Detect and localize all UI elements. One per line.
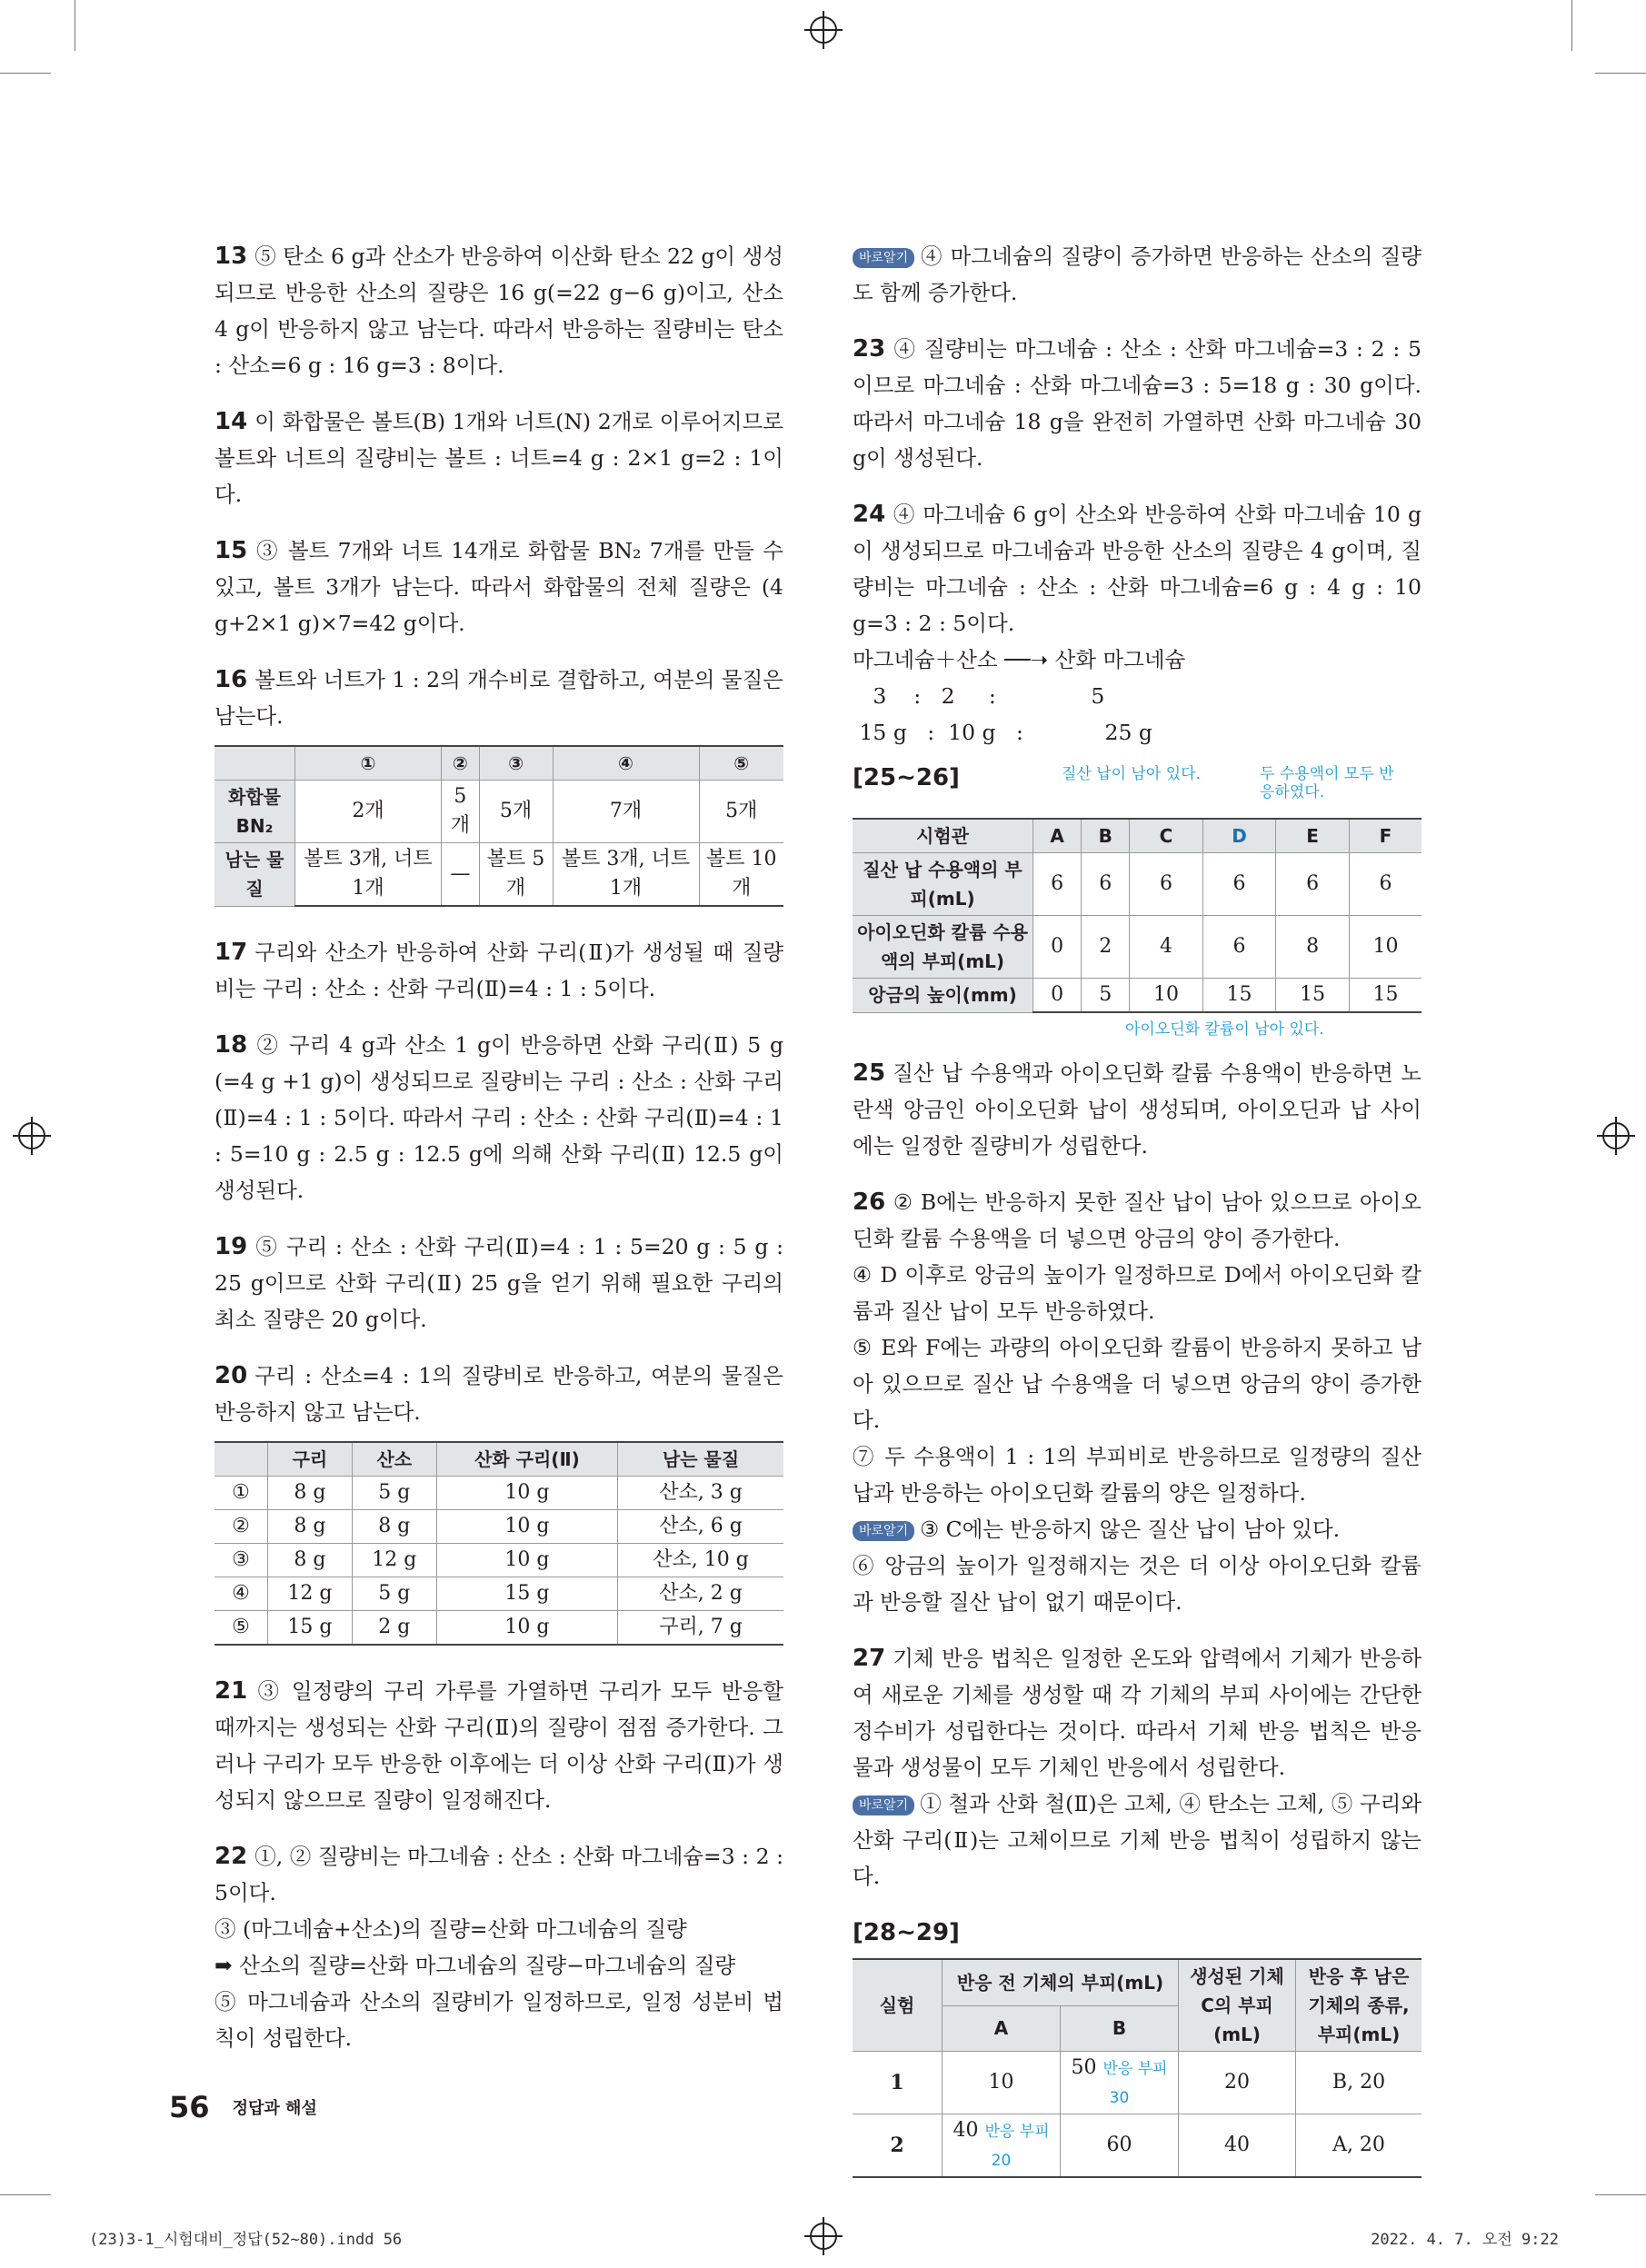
- crop-mark: [1595, 2194, 1646, 2195]
- table-row: ① 8 g 5 g 10 g 산소, 3 g: [214, 1477, 783, 1510]
- section-25-26: [853, 760, 1422, 1039]
- annotation-lead-remains: 질산 납이 남아 있다.: [1062, 765, 1201, 783]
- crop-mark: [0, 73, 51, 74]
- answer-19: 19 ⑤ 구리 : 산소 : 산화 구리(Ⅱ)=4 : 1 : 5=20 g : 5 g : 25 g이므로 산화 구리(Ⅱ) 25 g을 얻기 위해 필요한 구리의 최소 질량은 20 g이다.: [214, 1233, 783, 1332]
- section-heading: [25~26]: [853, 764, 960, 791]
- answer-23: 23 ④ 질량비는 마그네슘 : 산소 : 산화 마그네슘=3 : 2 : 5이므로 마그네슘 : 산화 마그네슘=3 : 5=18 g : 30 g이다. 따라서 마그네슘 18 g을 완전히 가열하면 산화 마그네슘 30 g이 생성된다.: [853, 335, 1422, 471]
- slug-date: 2022. 4. 7. 오전 9:22: [1371, 2231, 1559, 2249]
- answer-18: 18 ② 구리 4 g과 산소 1 g이 반응하면 산화 구리(Ⅱ) 5 g (=4 g +1 g)이 생성되므로 질량비는 구리 : 산소 : 산화 구리(Ⅱ)=4 : 1 : 5이다. 따라서 구리 : 산소 : 산화 구리(Ⅱ)=4 : 1 : 5=10 g : 2.5 g : 12.5 g에 의해 산화 구리(Ⅱ) 12.5 g이 생성된다.: [214, 1031, 783, 1203]
- registration-mark-top: [810, 16, 837, 44]
- table-row: 앙금의 높이(mm) 0 5 10 15 15 15: [853, 979, 1422, 1013]
- answer-26: 26 ② B에는 반응하지 못한 질산 납이 남아 있으므로 아이오딘화 칼륨 수용액을 더 넣으면 앙금의 양이 증가한다. ④ D 이후로 앙금의 높이가 일정하므로 D에서 아이오딘화 칼륨과 질산 납이 모두 반응하였다. ⑤ E와 F에는 과량의 아이오딘화 칼륨이 반응하지 못하고 남아 있으므로 질산 납 수용액을 더 넣으면 앙금의 양이 증가한다. ⑦ 두 수용액이 1 : 1의 부피비로 반응하므로 일정량의 질산 납과 반응하는 아이오딘화 칼륨의 양은 일정하다. 바로알기 ③ C에는 반응하지 않은 질산 납이 남아 있다. ⑥ 앙금의 높이가 일정해지는 것은 더 이상 아이오딘화 칼륨과 반응할 질산 납이 없기 때문이다.: [853, 1189, 1422, 1615]
- reaction-volume-note: 반응 부피 20: [984, 2123, 1050, 2170]
- table-28-29: 실험 반응 전 기체의 부피(mL) 생성된 기체 C의 부피(mL) 반응 후 남은 기체의 종류, 부피(mL) A B 1 10 50 반응 부피 30 20 B, 20 2 40 반응 부피 20 60 40 A, 20: [853, 1958, 1422, 2178]
- slug-filename: (23)3-1_시험대비_정답(52~80).indd 56: [89, 2231, 403, 2249]
- answer-25: 25 질산 납 수용액과 아이오딘화 칼륨 수용액이 반응하면 노란색 앙금인 아이오딘화 납이 생성되며, 아이오딘과 납 사이에는 일정한 질량비가 성립한다.: [853, 1059, 1422, 1159]
- answer-27: 27 기체 반응 법칙은 일정한 온도와 압력에서 기체가 반응하여 새로운 기체를 생성할 때 각 기체의 부피 사이에는 간단한 정수비가 성립한다는 것이다. 따라서 기체 반응 법칙은 반응물과 생성물이 모두 기체인 반응에서 성립한다. 바로알기 ① 철과 산화 철(Ⅱ)은 고체, ④ 탄소는 고체, ⑤ 구리와 산화 구리(Ⅱ)는 고체이므로 기체 반응 법칙이 성립하지 않는다.: [853, 1645, 1422, 1889]
- registration-mark-bottom: [810, 2223, 837, 2250]
- correction-badge: 바로알기: [853, 248, 914, 268]
- answer-21: 21 ③ 일정량의 구리 가루를 가열하면 구리가 모두 반응할 때까지는 생성되는 산화 구리(Ⅱ)의 질량이 점점 증가한다. 그러나 구리가 모두 반응한 이후에는 더 이상 산화 구리(Ⅱ)가 생성되지 않으므로 질량이 일정해진다.: [214, 1677, 783, 1813]
- table-row: ② 8 g 8 g 10 g 산소, 6 g: [214, 1510, 783, 1544]
- answer-16: 16 볼트와 너트가 1 : 2의 개수비로 결합하고, 여분의 물질은 남는다.: [214, 666, 783, 729]
- annotation-ki-remains: 아이오딘화 칼륨이 남아 있다.: [1125, 1020, 1324, 1039]
- left-column: [214, 238, 783, 2076]
- answer-15: 15 ③ 볼트 7개와 너트 14개로 화합물 BN₂ 7개를 만들 수 있고, 볼트 3개가 남는다. 따라서 화합물의 전체 질량은 (4 g+2×1 g)×7=42 g이다.: [214, 537, 783, 636]
- answer-24: 24 ④ 마그네슘 6 g이 산소와 반응하여 산화 마그네슘 10 g이 생성되므로 마그네슘과 반응한 산소의 질량은 4 g이며, 질량비는 마그네슘 : 산소 : 산화 마그네슘=6 g : 4 g : 10 g=3 : 2 : 5이다. 마그네슘＋산소 ──➝ 산화 마그네슘 3 : 2 : 5 15 g : 10 g : 25 g: [853, 501, 1422, 745]
- correction-badge: 바로알기: [853, 1521, 914, 1541]
- table-16: ① ② ③ ④ ⑤ 화합물 BN₂ 2개 5개 5개 7개 5개 남는 물질 볼트 3개, 너트 1개 — 볼트 5개 볼트 3개, 너트 1개 볼트 10개: [214, 745, 783, 907]
- highlight-d: D: [1202, 819, 1276, 853]
- table-row: 2 40 반응 부피 20 60 40 A, 20: [853, 2114, 1422, 2178]
- right-column: [853, 238, 1422, 2178]
- table-20: 구리 산소 산화 구리(Ⅱ) 남는 물질 ① 8 g 5 g 10 g 산소, 3 g ② 8 g 8 g 10 g 산소, 6 g ③ 8 g 12 g 10 g 산소, 10 g ④ 12 g 5 g 15 g 산소, 2 g ⑤ 15 g 2 g 10 g 구리, 7 g: [214, 1441, 783, 1646]
- answer-20: 20 구리 : 산소=4 : 1의 질량비로 반응하고, 여분의 물질은 반응하지 않고 남는다.: [214, 1362, 783, 1425]
- table-25-26: 시험관 A B C D E F 질산 납 수용액의 부피(mL) 6 6 6 6 6 6 아이오딘화 칼륨 수용액의 부피(mL) 0 2 4 6 8 10 앙금의 높이(mm) 0 5 10 15 15 15: [853, 818, 1422, 1013]
- table-row: ④ 12 g 5 g 15 g 산소, 2 g: [214, 1577, 783, 1611]
- table-row: 1 10 50 반응 부피 30 20 B, 20: [853, 2052, 1422, 2114]
- crop-mark: [0, 2194, 51, 2195]
- crop-mark: [1595, 73, 1646, 74]
- page-number: 56: [169, 2090, 210, 2124]
- correction-22: 바로알기 ④ 마그네슘의 질량이 증가하면 반응하는 산소의 질량도 함께 증가한다.: [853, 244, 1422, 305]
- table-row: ③ 8 g 12 g 10 g 산소, 10 g: [214, 1544, 783, 1577]
- table-row: 아이오딘화 칼륨 수용액의 부피(mL) 0 2 4 6 8 10: [853, 916, 1422, 979]
- page-footer: [169, 2090, 317, 2124]
- registration-mark-right: [1602, 1122, 1630, 1149]
- correction-badge: 바로알기: [853, 1796, 914, 1815]
- table-row: ⑤ 15 g 2 g 10 g 구리, 7 g: [214, 1611, 783, 1646]
- answer-22: 22 ①, ② 질량비는 마그네슘 : 산소 : 산화 마그네슘=3 : 2 : 5이다. ③ (마그네슘+산소)의 질량=산화 마그네슘의 질량 ➡ 산소의 질량=산화 마그네슘의 질량−마그네슘의 질량 ⑤ 마그네슘과 산소의 질량비가 일정하므로, 일정 성분비 법칙이 성립한다.: [214, 1843, 783, 2051]
- registration-mark-left: [18, 1122, 45, 1149]
- annotation-both-reacted: 두 수용액이 모두 반응하였다.: [1260, 765, 1394, 801]
- crop-mark: [1571, 0, 1572, 51]
- answer-17: 17 구리와 산소가 반응하여 산화 구리(Ⅱ)가 생성될 때 질량비는 구리 : 산소 : 산화 구리(Ⅱ)=4 : 1 : 5이다.: [214, 939, 783, 1001]
- answer-14: 14 이 화합물은 볼트(B) 1개와 너트(N) 2개로 이루어지므로 볼트와 너트의 질량비는 볼트 : 너트=4 g : 2×1 g=2 : 1이다.: [214, 408, 783, 507]
- table-row: 질산 납 수용액의 부피(mL) 6 6 6 6 6 6: [853, 853, 1422, 916]
- footer-label: 정답과 해설: [232, 2099, 317, 2118]
- reaction-volume-note: 반응 부피 30: [1102, 2060, 1168, 2107]
- section-heading: [28~29]: [853, 1919, 960, 1946]
- answer-13: 13 ⑤ 탄소 6 g과 산소가 반응하여 이산화 탄소 22 g이 생성되므로 반응한 산소의 질량은 16 g(=22 g−6 g)이고, 산소 4 g이 반응하지 않고 남는다. 따라서 반응하는 질량비는 탄소 : 산소=6 g : 16 g=3 : 8이다.: [214, 243, 783, 378]
